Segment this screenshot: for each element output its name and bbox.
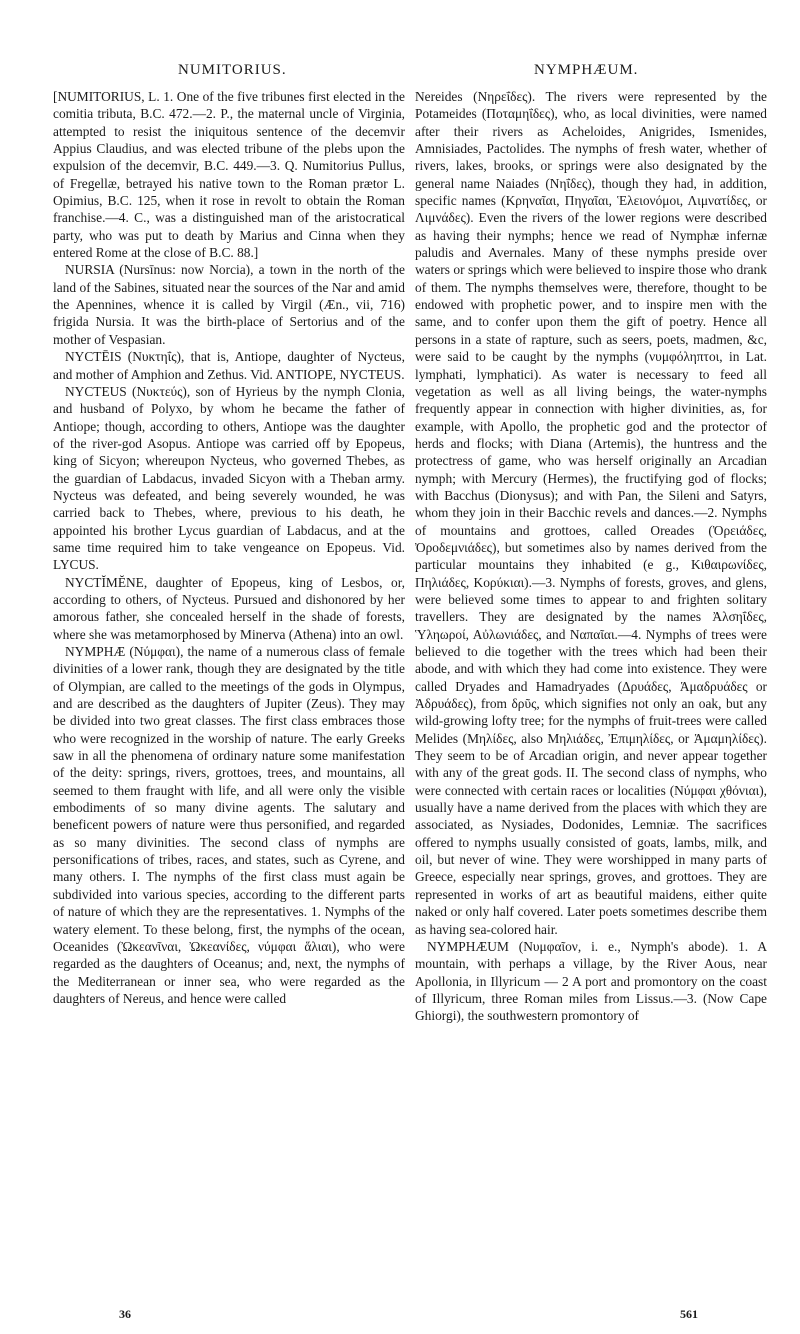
entry-nymphae-continued: Nereides (Νηρεΐδες). The rivers were represented by the Potameides (Ποταμηΐδες), who, as local divinities, were named after their rivers as Acheloides, Anigrides, Ismenides, Amnisiades, Pactolides. The nymphs of fresh water, whether of rivers, lakes, brooks, or springs were also designated by the general name Naiades (Νηΐδες), though they had, in addition, specific names (Κρηναῖαι, Πηγαῖαι, Ἑλειονόμοι, Λιμνατίδες, or Λιμνάδες). Even the rivers of the lower regions were described as having their nymphs; hence we read of Nymphæ infernæ paludis and Avernales. Many of these nymphs preside over waters or springs which were believed to inspire those who drank of them. The nymphs themselves were, therefore, thought to be endowed with prophetic power, and to inspire men with the same, and to confer upon them the gift of poetry. Hence all persons in a state of rapture, such as seers, poets, madmen, &c, were said to be caught by the nymphs (νυμφόληπτοι, in Lat. lymphati, lymphatici). As water is necessary to feed all vegetation as well as all living beings, the water-nymphs frequently appear in connection with higher divinities, as, for example, with Apollo, the prophetic god and the protector of herds and flocks; with Diana (Artemis), the huntress and the protectress of game, who was herself originally an Arcadian nymph; with Mercury (Hermes), the fructifying god of flocks; with Bacchus (Dionysus); and with Pan, the Sileni and Satyrs, whom they join in their Bacchic revels and dances.—2. Nymphs of mountains and grottoes, called Oreades (Ὀρειάδες, Ὀροδεμνιάδες), but sometimes also by names derived from the particular mountains they inhabited (e g., Κιθαιρωνίδες, Πηλιάδες, Κορύκιαι).—3. Nymphs of forests, groves, and glens, were believed some times to appear to and frighten solitary travellers. They are designated by the names Ἀλσηΐδες, Ὑληωροί, Αὐλωνιάδες, and Ναπαῖαι.—4. Nymphs of trees were believed to die together with the trees which had been their abode, and with which they had come into existence. They were called Dryades and Hamadryades (Δρυάδες, Ἁμαδρυάδες or Ἀδρυάδες), from δρῦς, which signifies not only an oak, but any wild-growing lofty tree; for the nymphs of fruit-trees were called Melides (Μηλίδες, also Μηλιάδες, Ἐπιμηλίδες, or Ἁμαμηλίδες). They seem to be of Arcadian origin, and never appear together with any of the great gods. II. The second class of nymphs, who were connected with certain races or localities (Νύμφαι χθόνιαι), usually have a name derived from the places with which they are associated, as Nysiades, Dodonides, Lemniæ. The sacrifices offered to nymphs usually consisted of goats, lambs, milk, and oil, but never of wine. They were worshipped in many parts of Greece, especially near springs, groves, and grottoes. They are represented in works of art as beautiful maidens, either quite naked or only half covered. Later poets sometimes describe them as having sea-colored hair. <box>415 89 767 937</box>
running-head <box>0 62 800 86</box>
entry-nycteis: NYCTĒIS (Νυκτηΐς), that is, Antiope, daughter of Nycteus, and mother of Amphion and Zethus. Vid. ANTIOPE, NYCTEUS. <box>53 349 405 382</box>
folio-left: 36 <box>119 1307 131 1321</box>
entry-nycteus: NYCTEUS (Νυκτεύς), son of Hyrieus by the nymph Clonia, and husband of Polyxo, by whom he became the father of Antiope; though, according to others, Antiope was the daughter of the river-god Asopus. Antiope was carried off by Epopeus, king of Sicyon; whereupon Nycteus, who governed Thebes, as the guardian of Labdacus, invaded Sicyon with a Theban army. Nycteus was defeated, and being severely wounded, he was carried back to Thebes, where, previous to his death, he appointed his brother Lycus guardian of Labdacus, and at the same time required him to take vengeance on Epopeus. Vid. LYCUS. <box>53 383 405 573</box>
left-column <box>53 88 405 1007</box>
right-column <box>415 88 767 1025</box>
entry-nymphaeum: NYMPHÆUM (Νυμφαῖον, i. e., Nymph's abode). 1. A mountain, with perhaps a village, by the River Aous, near Apollonia, in Illyricum — 2 A port and promontory on the coast of Illyricum, three Roman miles from Lissus.—3. (Now Cape Ghiorgi), the southwestern promontory of <box>415 938 767 1024</box>
entry-nymphae: NYMPHÆ (Νύμφαι), the name of a numerous class of female divinities of a lower rank, though they are designated by the title of Olympian, are called to the meetings of the gods in Olympus, and are described as the daughters of Jupiter (Zeus). They may be divided into two great classes. The first class embraces those who were recognized in the worship of nature. The early Greeks saw in all the phenomena of ordinary nature some manifestation of the deity: springs, rivers, grottoes, trees, and mountains, all seemed to them fraught with life, and all were only the visible embodiments of so many divine agents. The salutary and beneficent powers of nature were thus personified, and regarded as so many divinities. The second class of nymphs are personifications of tribes, races, and states, such as Cyrene, and many others. I. The nymphs of the first class must again be subdivided into various species, according to the different parts of nature of which they are the representatives. 1. Nymphs of the watery element. To these belong, first, the nymphs of the ocean, Oceanides (Ὠκεανῖναι, Ὠκεανίδες, νύμφαι ἅλιαι), who were regarded as the daughters of Oceanus; and, next, the nymphs of the Mediterranean or inner sea, who were regarded as the daughters of Nereus, and hence were called <box>53 644 405 1006</box>
running-head-right: NYMPHÆUM. <box>534 62 639 78</box>
running-head-left: NUMITORIUS. <box>178 62 287 78</box>
entry-numitorius: [NUMITORIUS, L. 1. One of the five tribunes first elected in the comitia tributa, B.C. 472.—2. P., the maternal uncle of Virginia, attempted to resist the iniquitous sentence of the decemvir Appius Claudius, and was elected tribune of the plebs upon the expulsion of the decemvir, B.C. 449.—3. Q. Numitorius Pullus, of Fregellæ, betrayed his native town to the Roman prætor L. Opimius, B.C. 125, when it rose in revolt to obtain the Roman franchise.—4. C., was a distinguished man of the aristocratical party, who was put to death by Marius and Cinna when they entered Rome at the close of B.C. 88.] <box>53 89 405 261</box>
entry-nursia: NURSIA (Nursīnus: now Norcia), a town in the north of the land of the Sabines, situated near the sources of the Nar and amid the Apennines, whence it is called by Virgil (Æn., vii, 716) frigida Nursia. It was the birth-place of Sertorius and of the mother of Vespasian. <box>53 262 405 347</box>
entry-nyctimene: NYCTĬMĔNE, daughter of Epopeus, king of Lesbos, or, according to others, of Nycteus. Pursued and dishonored by her amorous father, she concealed herself in the shade of forests, where she was metamorphosed by Minerva (Athena) into an owl. <box>53 574 405 642</box>
folio-right: 561 <box>680 1307 698 1321</box>
